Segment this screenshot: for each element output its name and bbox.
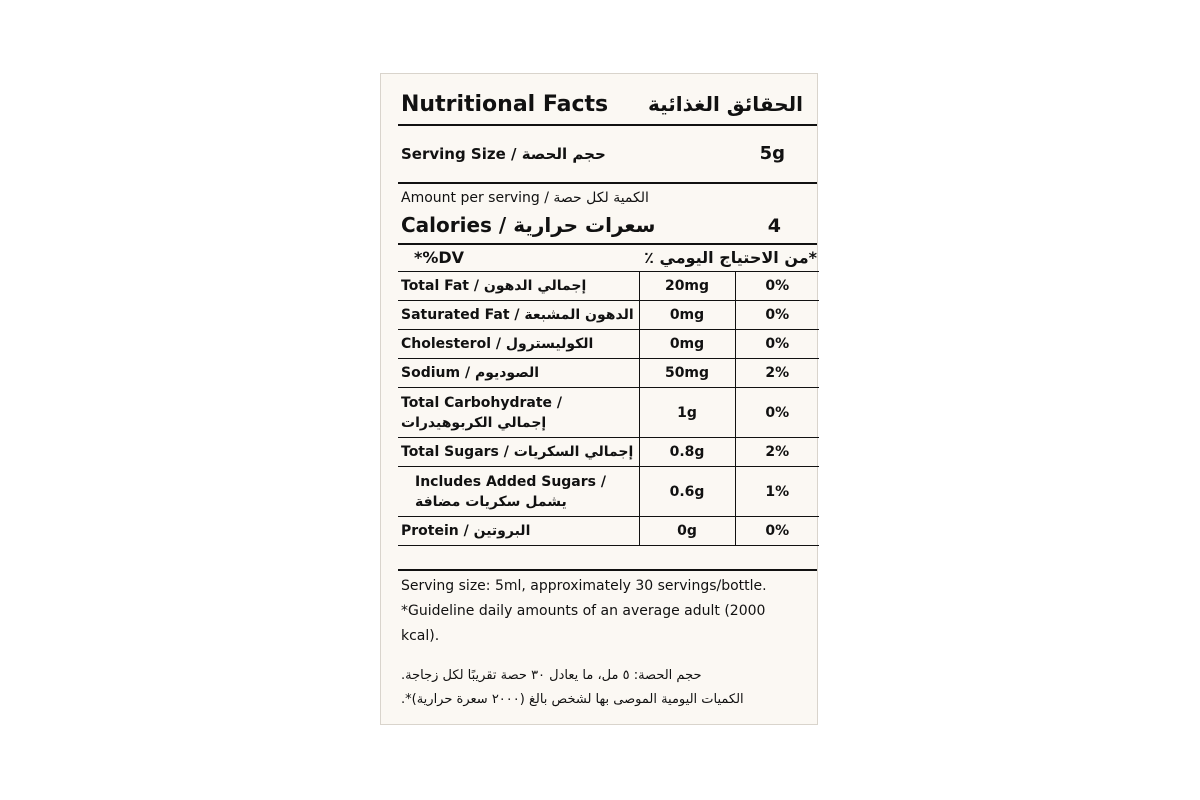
table-row bbox=[398, 388, 819, 438]
nutrient-daily-value: 0% bbox=[735, 330, 819, 359]
nutrient-amount: 0mg bbox=[639, 301, 735, 330]
nutrient-daily-value: 0% bbox=[735, 301, 819, 330]
nutrient-table bbox=[398, 271, 819, 546]
nutrient-amount: 0.8g bbox=[639, 438, 735, 467]
nutrient-daily-value: 0% bbox=[735, 388, 819, 438]
nutrient-name bbox=[398, 388, 639, 438]
nutrient-daily-value: 1% bbox=[735, 467, 819, 517]
footnote-english bbox=[401, 574, 811, 649]
nutrient-daily-value: 2% bbox=[735, 359, 819, 388]
label-header bbox=[398, 94, 817, 126]
nutrient-name-arabic: إجمالي الكربوهيدرات bbox=[401, 414, 547, 431]
table-row bbox=[398, 517, 819, 546]
serving-size-value: 5g bbox=[759, 143, 785, 164]
footnote-line: *Guideline daily amounts of an average adult (2000 bbox=[401, 603, 766, 619]
nutrient-amount: 50mg bbox=[639, 359, 735, 388]
footnote-line: حجم الحصة: ٥ مل، ما يعادل ٣٠ حصة تقريبًا لكل زجاجة. bbox=[401, 668, 702, 683]
nutrient-daily-value: 2% bbox=[735, 438, 819, 467]
nutrient-amount: 1g bbox=[639, 388, 735, 438]
nutrient-daily-value: 0% bbox=[735, 517, 819, 546]
table-row bbox=[398, 301, 819, 330]
footnote-line: kcal). bbox=[401, 628, 440, 644]
nutrient-amount: 0g bbox=[639, 517, 735, 546]
daily-value-header-arabic: *من الاحتياج اليومي ٪ bbox=[644, 248, 817, 267]
daily-value-header-english: *%DV bbox=[414, 248, 465, 267]
footnote-divider bbox=[398, 569, 817, 571]
nutrient-name: Protein / البروتين bbox=[398, 517, 639, 546]
nutrient-name: Total Fat / إجمالي الدهون bbox=[398, 272, 639, 301]
nutrition-label bbox=[380, 73, 818, 725]
table-row bbox=[398, 359, 819, 388]
nutrient-name-english: Total Carbohydrate / bbox=[401, 394, 563, 411]
table-row bbox=[398, 272, 819, 301]
amount-per-serving: Amount per serving / الكمية لكل حصة bbox=[401, 190, 649, 206]
nutrient-amount: 0mg bbox=[639, 330, 735, 359]
calories-value: 4 bbox=[767, 215, 781, 237]
footnote-line: الكميات اليومية الموصى بها لشخص بالغ (٢٠٠٠ سعرة حرارية)*. bbox=[401, 692, 744, 707]
serving-size-row bbox=[398, 125, 817, 184]
nutrient-amount: 0.6g bbox=[639, 467, 735, 517]
nutrient-amount: 20mg bbox=[639, 272, 735, 301]
nutrient-name: Cholesterol / الكوليسترول bbox=[398, 330, 639, 359]
nutrient-name: Saturated Fat / الدهون المشبعة bbox=[398, 301, 639, 330]
nutrient-name-arabic: يشمل سكريات مضافة bbox=[415, 493, 567, 510]
title-arabic: الحقائق الغذائية bbox=[647, 92, 803, 116]
table-row bbox=[398, 467, 819, 517]
calories-divider bbox=[398, 243, 817, 245]
nutrient-name bbox=[398, 467, 639, 517]
table-row bbox=[398, 438, 819, 467]
table-row bbox=[398, 330, 819, 359]
footnote-arabic bbox=[401, 664, 811, 712]
title-english: Nutritional Facts bbox=[401, 92, 609, 117]
nutrient-daily-value: 0% bbox=[735, 272, 819, 301]
nutrient-name: Total Sugars / إجمالي السكريات bbox=[398, 438, 639, 467]
calories-label: Calories / سعرات حرارية bbox=[401, 213, 656, 237]
serving-size-label: Serving Size / حجم الحصة bbox=[401, 145, 606, 163]
footnote-line: Serving size: 5ml, approximately 30 servings/bottle. bbox=[401, 578, 767, 594]
nutrient-name: Sodium / الصوديوم bbox=[398, 359, 639, 388]
nutrient-name-english: Includes Added Sugars / bbox=[415, 473, 606, 490]
